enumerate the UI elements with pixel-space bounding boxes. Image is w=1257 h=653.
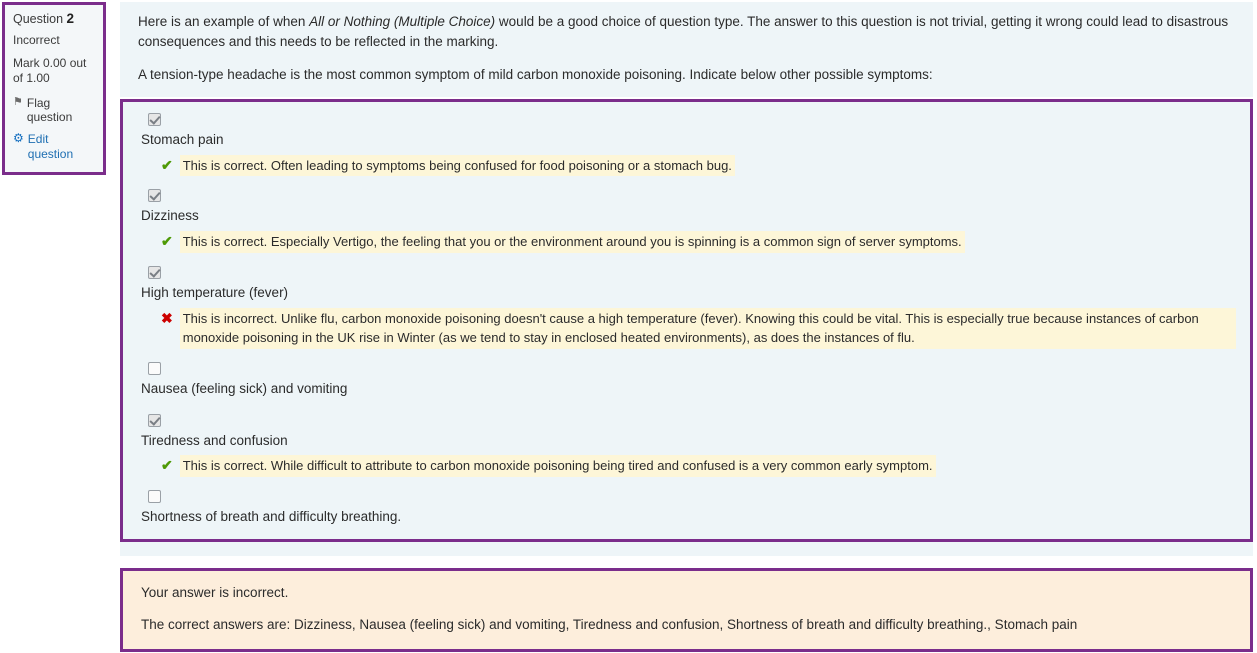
option-label: Tiredness and confusion: [141, 432, 288, 448]
check-icon: ✔: [161, 233, 173, 250]
option-row: [141, 265, 1236, 349]
stem-text-italic: All or Nothing (Multiple Choice): [309, 14, 496, 29]
option-checkbox-high-temperature[interactable]: [148, 266, 161, 279]
question-state: Incorrect: [13, 33, 60, 47]
option-checkbox-stomach-pain[interactable]: [148, 113, 161, 126]
question-paragraph-2: A tension-type headache is the most common symptom of mild carbon monoxide poisoning. Indicate below other possible symptoms:: [138, 67, 933, 83]
stem-text-after: would be a good choice of question type. The answer to this question is not trivial, getting it wrong could lead to disastrous consequences and this needs to be reflected in the marking.: [138, 14, 1229, 49]
outcome-result: Your answer is incorrect.: [141, 584, 289, 600]
option-checkbox-shortness-of-breath[interactable]: [148, 490, 161, 503]
option-label: Dizziness: [141, 208, 199, 224]
outcome-feedback-box: [120, 568, 1253, 652]
question-mark: Mark 0.00 out of 1.00: [13, 56, 87, 85]
answer-options-box: [120, 99, 1253, 542]
option-feedback-text: This is correct. While difficult to attribute to carbon monoxide poisoning being tired and confused is a very common early symptom.: [180, 455, 936, 477]
option-feedback-text: This is correct. Often leading to symptoms being confused for food poisoning or a stomach bug.: [180, 155, 735, 177]
option-label: Stomach pain: [141, 131, 224, 147]
option-row: [141, 489, 1236, 527]
edit-question-label: Edit question: [27, 132, 74, 161]
option-feedback: [161, 155, 1236, 177]
option-feedback: [161, 308, 1236, 349]
question-paragraph-1: [138, 12, 1239, 51]
option-row: [141, 188, 1236, 252]
question-number-row: [13, 11, 95, 26]
outcome-correct-answers: The correct answers are: Dizziness, Nausea (feeling sick) and vomiting, Tiredness and confusion, Shortness of breath and difficulty breathing., Stomach pain: [141, 617, 1078, 633]
flag-question-label: Flag question: [26, 96, 73, 124]
edit-question-link[interactable]: [13, 132, 95, 162]
question-info-panel: [2, 2, 106, 175]
question-number: 2: [66, 11, 75, 26]
spacer: [120, 542, 1253, 556]
option-label: High temperature (fever): [141, 284, 289, 300]
option-label: Nausea (feeling sick) and vomiting: [141, 380, 348, 396]
option-feedback: [161, 231, 1236, 253]
option-row: [141, 361, 1236, 399]
check-icon: ✔: [161, 457, 173, 474]
option-feedback-text: This is incorrect. Unlike flu, carbon monoxide poisoning doesn't cause a high temperature (fever). Knowing this could be vital. This is especially true because instances of carbon monoxide poisoning in the UK rise in Winter (as we tend to stay in enclosed heated environments), as does the instances of flu.: [180, 308, 1236, 349]
option-label: Shortness of breath and difficulty breathing.: [141, 509, 402, 525]
check-icon: ✔: [161, 156, 173, 173]
option-row: [141, 112, 1236, 176]
option-feedback-text: This is correct. Especially Vertigo, the feeling that you or the environment around you is spinning is a common sign of server symptoms.: [180, 231, 965, 253]
option-row: [141, 413, 1236, 477]
option-checkbox-nausea[interactable]: [148, 362, 161, 375]
question-stem: [120, 2, 1253, 97]
gear-icon: ⚙: [13, 131, 24, 145]
flag-icon: ⚑: [13, 96, 23, 108]
option-checkbox-dizziness[interactable]: [148, 189, 161, 202]
option-checkbox-tiredness[interactable]: [148, 414, 161, 427]
flag-question-button[interactable]: [13, 96, 95, 124]
option-feedback: [161, 455, 1236, 477]
cross-icon: ✖: [161, 309, 173, 326]
question-content: [120, 2, 1253, 652]
question-label: Question: [13, 12, 64, 26]
stem-text-before: Here is an example of when: [138, 14, 310, 29]
